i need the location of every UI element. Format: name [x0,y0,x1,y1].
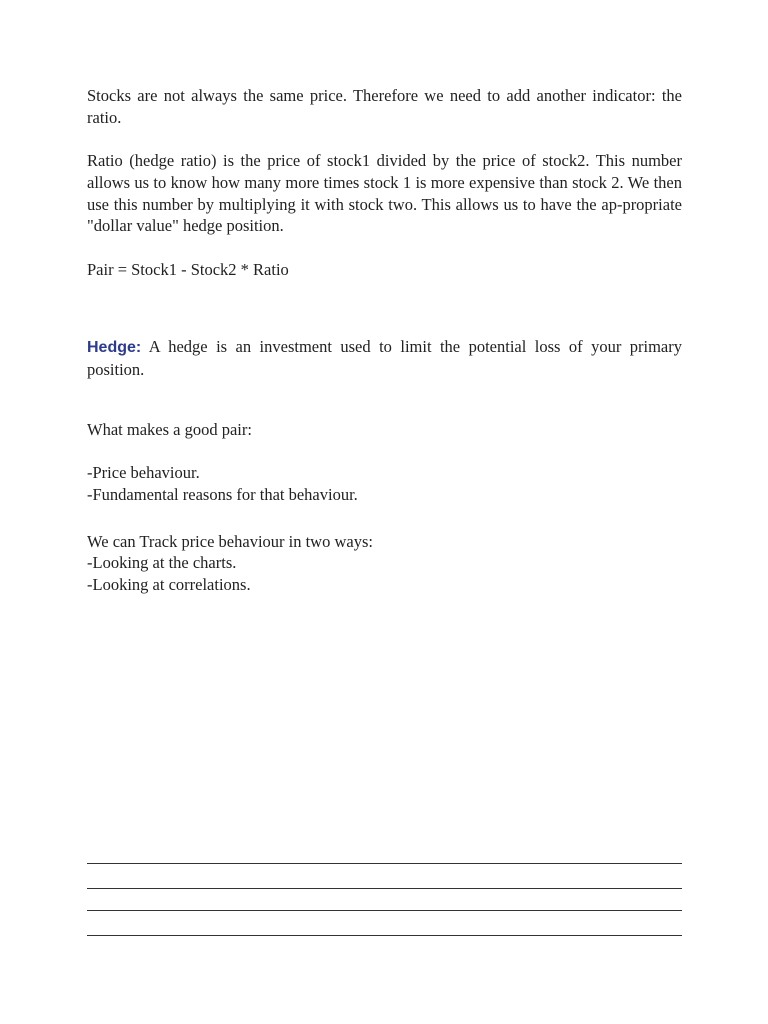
note-line [87,888,682,889]
hedge-text: A hedge is an investment used to limit the potential loss of your primary position. [87,337,682,379]
page-body [87,85,682,596]
list-item: -Looking at the charts. [87,553,237,573]
list-item: -Looking at correlations. [87,574,251,594]
hedge-definition [87,336,682,380]
ratio-paragraph: Ratio (hedge ratio) is the price of stock1 divided by the price of stock2. This number allows us to know how many more times stock 1 is more expensive than stock 2. We then use this number by multiplying it with stock two. This allows us to have the ap-propriate "dollar value" hedge position. [87,151,682,236]
pair-formula: Pair = Stock1 - Stock2 * Ratio [87,259,289,279]
list-item: -Fundamental reasons for that behaviour. [87,484,358,504]
list-item: -Price behaviour. [87,463,200,483]
note-line [87,863,682,864]
good-pair-heading: What makes a good pair: [87,419,252,439]
intro-paragraph: Stocks are not always the same price. Therefore we need to add another indicator: the ratio. [87,86,682,127]
spacer [87,440,682,462]
note-line [87,910,682,911]
note-line [87,935,682,936]
hedge-label: Hedge: [87,339,142,357]
notes-lines [87,863,682,936]
track-heading: We can Track price behaviour in two ways: [87,531,373,551]
